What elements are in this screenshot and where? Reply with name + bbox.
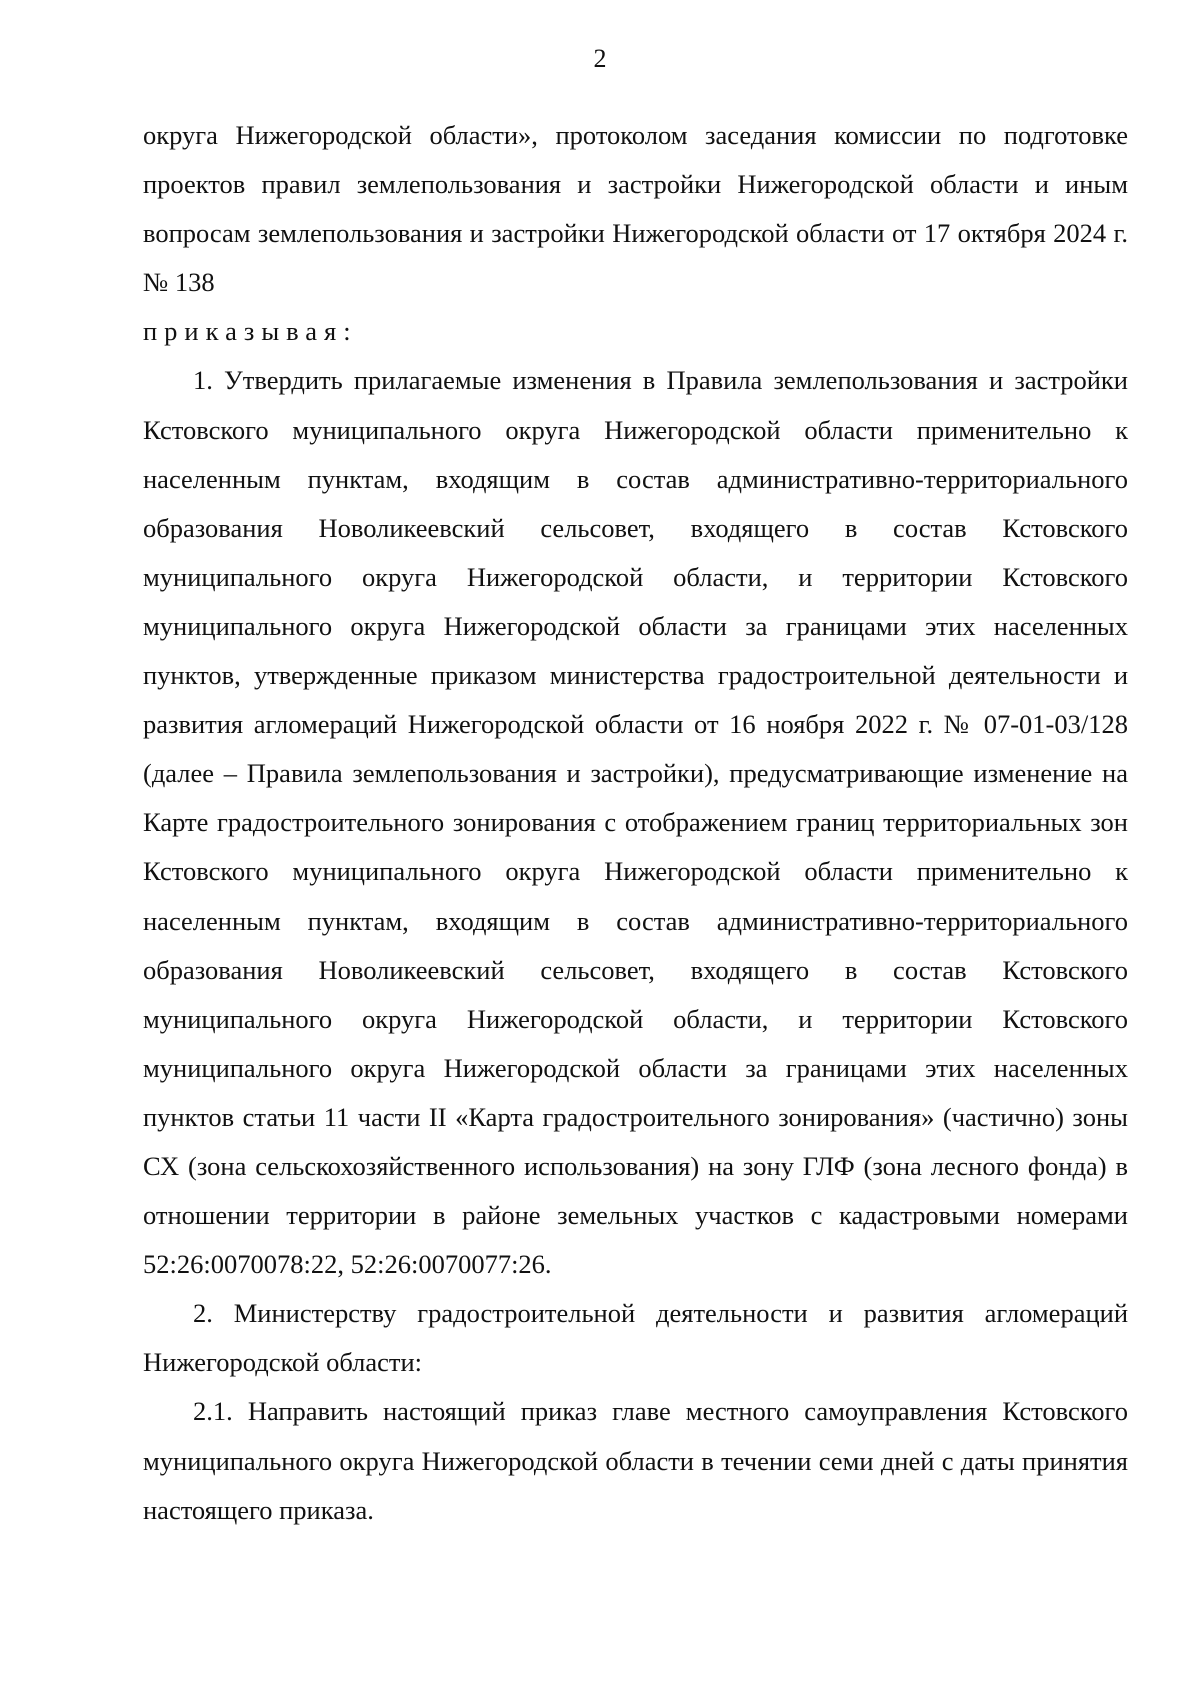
paragraph-item-1: 1. Утвердить прилагаемые изменения в Правила землепользования и застройки Кстовского муниципального округа Нижегородской области применительно к населенным пунктам, входящим в состав административно-территориального образования Новоликеевский сельсовет, входящего в состав Кстовского муниципального округа Нижегородской области, и территории Кстовского муниципального округа Нижегородской области за границами этих населенных пунктов, утвержденные приказом министерства градостроительной деятельности и развития агломераций Нижегородской области от 16 ноября 2022 г. № 07-01-03/128 (далее – Правила землепользования и застройки), предусматривающие изменение на Карте градостроительного зонирования с отображением границ территориальных зон Кстовского муниципального округа Нижегородской области применительно к населенным пунктам, входящим в состав административно-территориального образования Новоликеевский сельсовет, входящего в состав Кстовского муниципального округа Нижегородской области, и территории Кстовского муниципального округа Нижегородской области за границами этих населенных пунктов статьи 11 части II «Карта градостроительного зонирования» (частично) зоны СХ (зона сельскохозяйственного использования) на зону ГЛФ (зона лесного фонда) в отношении территории в районе земельных участков с кадастровыми номерами 52:26:0070078:22, 52:26:0070077:26. (143, 365, 1128, 1280)
page-number: 2 (593, 44, 607, 73)
paragraph-order-word: приказывая: (143, 316, 358, 347)
paragraph-item-2-1: 2.1. Направить настоящий приказ главе местного самоуправления Кстовского муниципального округа Нижегородской области в течении семи дней с даты принятия настоящего приказа. (143, 1396, 1128, 1525)
paragraph-continuation: округа Нижегородской области», протоколом заседания комиссии по подготовке проектов правил землепользования и застройки Нижегородской области и иным вопросам землепользования и застройки Нижегородской области от 17 октября 2024 г. № 138 (143, 120, 1128, 298)
paragraph-item-2: 2. Министерству градостроительной деятельности и развития агломераций Нижегородской области: (143, 1298, 1128, 1378)
document-body (143, 111, 1128, 1535)
